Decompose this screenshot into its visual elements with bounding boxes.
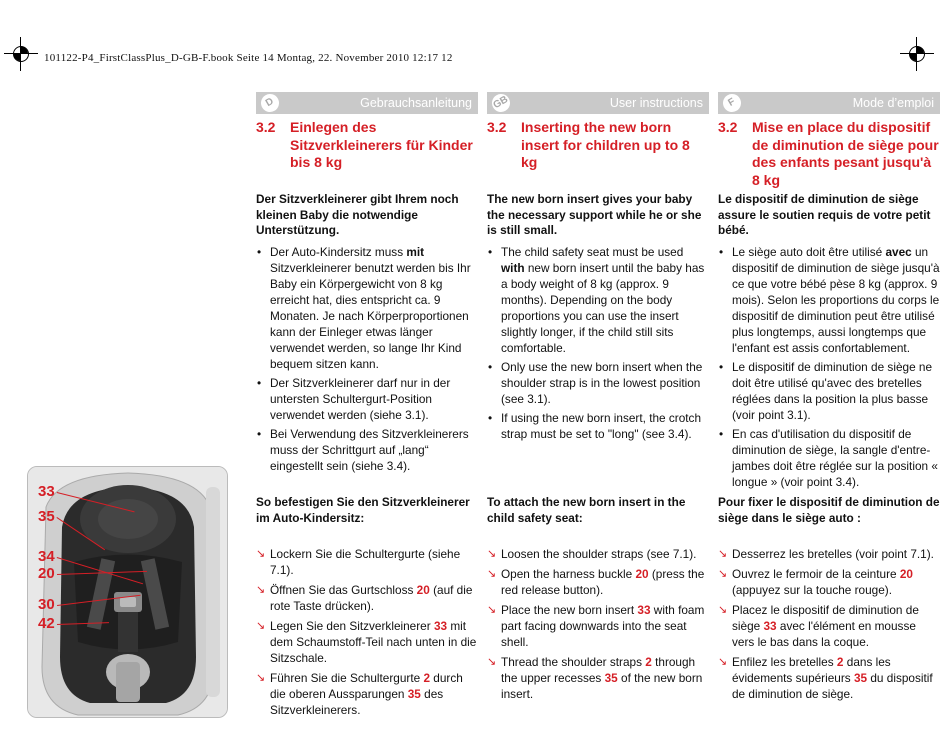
arrow-icon: ↘ — [487, 656, 497, 668]
attach-heading: Pour fixer le dispositif de diminution de siège dans le siège auto : — [718, 495, 940, 525]
intro-section — [256, 192, 478, 477]
section-heading — [256, 119, 478, 172]
step-item: ↘ Place the new born insert 33 with foam part facing downwards into the seat shell. — [487, 603, 705, 649]
callout-20: 20 — [38, 565, 55, 582]
step-item: ↘ Legen Sie den Sitzverkleinerer 33 mit dem Schaumstoff-Teil nach unten in die Sitzschale. — [256, 619, 477, 665]
step-item: ↘ Open the harness buckle 20 (press the red release button). — [487, 567, 705, 597]
band-label: User instructions — [609, 96, 703, 110]
attach-section — [487, 495, 709, 526]
bullet-list — [256, 244, 478, 474]
arrow-icon: ↘ — [718, 548, 728, 560]
language-badge: D — [256, 89, 283, 116]
column-german — [256, 92, 478, 717]
arrow-icon: ↘ — [256, 620, 266, 632]
column-english — [487, 92, 709, 701]
section-title: Mise en place du dispositif de diminution de siège pour des enfants pesant jusqu'à 8 kg — [752, 119, 939, 188]
car-seat-illustration — [28, 467, 227, 717]
column-french — [718, 92, 940, 701]
lead-paragraph: The new born insert gives your baby the necessary support while he or she is still small. — [487, 192, 702, 237]
arrow-icon: ↘ — [487, 568, 497, 580]
section-band — [718, 92, 940, 114]
bullet-item: • Der Sitzverkleinerer darf nur in der untersten Schultergurt-Position verwendet werden (siehe 3.1). — [256, 375, 478, 423]
attach-section — [718, 495, 940, 526]
section-title: Einlegen des Sitzverkleinerers für Kinder bis 8 kg — [290, 119, 473, 170]
bullet-item: • If using the new born insert, the crotch strap must be set to "long" (see 3.4). — [487, 410, 709, 442]
car-seat-photo — [27, 466, 228, 718]
steps-section — [718, 546, 940, 706]
step-item: ↘ Ouvrez le fermoir de la ceinture 20 (appuyez sur la touche rouge). — [718, 567, 913, 597]
band-label: Gebrauchsanleitung — [360, 96, 472, 110]
bullet-item: • The child safety seat must be used with new born insert until the baby has a body weight of 8 kg (approx. 9 months). Depending on the body proportions you can use the insert slightly longer, if the child still sits comfortable. — [487, 244, 709, 356]
callout-34: 34 — [38, 548, 55, 565]
language-badge: F — [718, 89, 745, 116]
bullet-item: • Der Auto-Kindersitz muss mit Sitzverkleinerer benutzt werden bis Ihr Baby ein Körpergewicht von 8 kg erreicht hat, dies entspricht ca. 9 Monaten. Je nach Körperproportionen kann der Einleger etwas länger verwendet werden, so lange Ihr Kind bequem sitzen kann. — [256, 244, 478, 372]
step-item: ↘ Lockern Sie die Schultergurte (siehe 7.1). — [256, 547, 461, 577]
step-item: ↘ Thread the shoulder straps 2 through the upper recesses 35 of the new born insert. — [487, 655, 703, 701]
section-number: 3.2 — [256, 119, 276, 135]
bullet-list — [487, 244, 709, 442]
attach-heading: To attach the new born insert in the child safety seat: — [487, 495, 686, 525]
section-band — [256, 92, 478, 114]
section-heading — [487, 119, 709, 172]
callout-35: 35 — [38, 508, 55, 525]
step-item: ↘ Führen Sie die Schultergurte 2 durch die oberen Aussparungen 35 des Sitzverkleinerers. — [256, 671, 463, 717]
step-list — [487, 546, 709, 702]
section-heading — [718, 119, 940, 189]
lead-paragraph: Le dispositif de diminution de siège assure le soutien requis de votre petit bébé. — [718, 192, 931, 237]
arrow-icon: ↘ — [256, 584, 266, 596]
attach-section — [256, 495, 478, 526]
print-slug: 101122-P4_FirstClassPlus_D-GB-F.book Seite 14 Montag, 22. November 2010 12:17 12 — [44, 52, 453, 64]
section-band — [487, 92, 709, 114]
arrow-icon: ↘ — [256, 548, 266, 560]
step-item: ↘ Loosen the shoulder straps (see 7.1). — [487, 547, 697, 561]
callout-42: 42 — [38, 615, 55, 632]
arrow-icon: ↘ — [718, 656, 728, 668]
bullet-list — [718, 244, 940, 490]
steps-section — [256, 546, 478, 722]
intro-section — [487, 192, 709, 445]
arrow-icon: ↘ — [487, 548, 497, 560]
language-badge: GB — [487, 89, 514, 116]
registration-mark-left — [4, 37, 38, 71]
step-item: ↘ Placez le dispositif de diminution de siège 33 avec l'élément en mousse vers le bas dans la coque. — [718, 603, 919, 649]
arrow-icon: ↘ — [718, 568, 728, 580]
steps-section — [487, 546, 709, 706]
step-list — [718, 546, 940, 702]
registration-mark-right — [900, 37, 934, 71]
bullet-item: • Only use the new born insert when the shoulder strap is in the lowest position (see 3.1). — [487, 359, 709, 407]
lead-paragraph: Der Sitzverkleinerer gibt Ihrem noch kleinen Baby die notwendige Unterstützung. — [256, 192, 459, 237]
callout-33: 33 — [38, 483, 55, 500]
step-item: ↘ Öffnen Sie das Gurtschloss 20 (auf die rote Taste drücken). — [256, 583, 473, 613]
bullet-item: • Bei Verwendung des Sitzverkleinerers muss der Schrittgurt auf „lang“ eingestellt sein (siehe 3.4). — [256, 426, 478, 474]
bullet-item: • En cas d'utilisation du dispositif de diminution de siège, la sangle d'entre-jambes doit être réglée sur la position « longue » (voir point 3.4). — [718, 426, 940, 490]
intro-section — [718, 192, 940, 493]
step-item: ↘ Enfilez les bretelles 2 dans les évidements supérieurs 35 du dispositif de diminution de siège. — [718, 655, 933, 701]
band-label: Mode d’emploi — [852, 96, 934, 110]
arrow-icon: ↘ — [256, 672, 266, 684]
section-number: 3.2 — [487, 119, 507, 135]
bullet-item: • Le dispositif de diminution de siège ne doit être utilisé qu'avec des bretelles réglées dans la position la plus basse (voir point 3.1). — [718, 359, 940, 423]
attach-heading: So befestigen Sie den Sitzverkleinerer im Auto-Kindersitz: — [256, 495, 470, 525]
bullet-item: • Le siège auto doit être utilisé avec un dispositif de diminution de siège jusqu'à ce que votre bébé pèse 8 kg (approx. 9 mois). Selon les proportions du corps le dispositif de diminution peut être utilisé plus longtemps, aussi longtemps que l'enfant est assis confortablement. — [718, 244, 940, 356]
arrow-icon: ↘ — [718, 604, 728, 616]
callout-30: 30 — [38, 596, 55, 613]
step-list — [256, 546, 478, 718]
arrow-icon: ↘ — [487, 604, 497, 616]
section-number: 3.2 — [718, 119, 738, 135]
step-item: ↘ Desserrez les bretelles (voir point 7.1). — [718, 547, 934, 561]
section-title: Inserting the new born insert for children up to 8 kg — [521, 119, 690, 170]
